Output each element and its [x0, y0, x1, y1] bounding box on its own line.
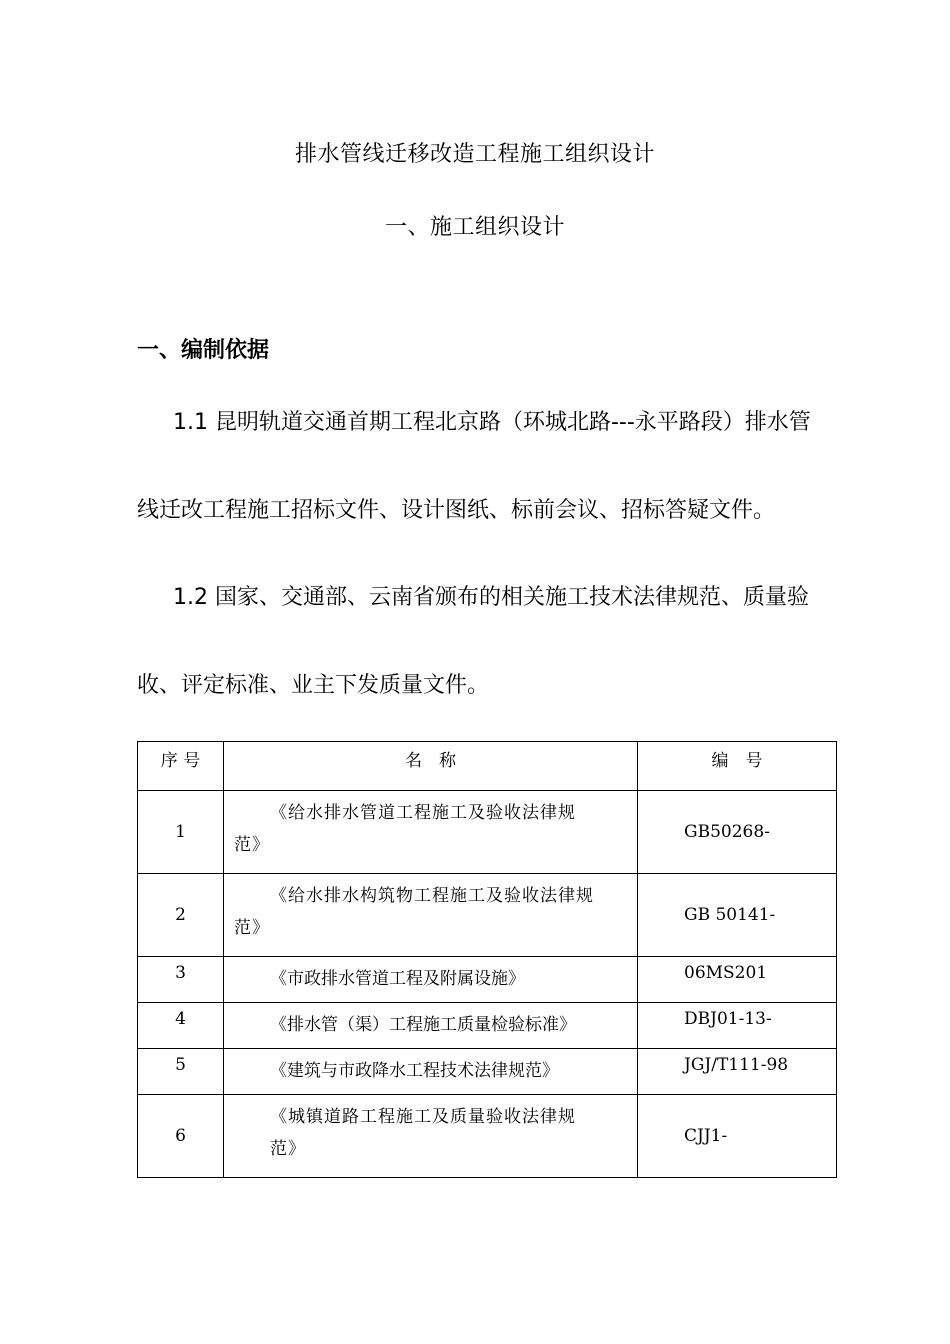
header-code: 编 号 — [638, 742, 837, 791]
row-name-line: 《市政排水管道工程及附属设施》 — [270, 969, 525, 989]
table-header-row — [138, 742, 837, 791]
standards-table — [137, 741, 837, 1178]
section-heading: 一、编制依据 — [137, 338, 270, 363]
row-name — [224, 874, 638, 957]
document-subtitle: 一、施工组织设计 — [384, 215, 565, 240]
paragraph-line: 1.1 昆明轨道交通首期工程北京路（环城北路---永平路段）排水管 — [173, 410, 811, 435]
paragraph-line: 收、评定标准、业主下发质量文件。 — [137, 673, 490, 698]
table-row — [138, 791, 837, 874]
row-code: GB50268- — [638, 791, 837, 874]
header-serial: 序 号 — [138, 742, 224, 791]
row-code: GB 50141- — [638, 874, 837, 957]
row-serial: 3 — [138, 957, 224, 1003]
row-name-line: 范》 — [234, 835, 270, 855]
row-name-line: 范》 — [234, 918, 270, 938]
row-serial: 2 — [138, 874, 224, 957]
row-serial: 5 — [138, 1049, 224, 1095]
row-serial: 4 — [138, 1003, 224, 1049]
row-name-line: 《排水管（渠）工程施工质量检验标准》 — [270, 1015, 576, 1035]
row-name-line: 《建筑与市政降水工程技术法律规范》 — [270, 1061, 559, 1081]
row-name-line: 范》 — [270, 1139, 306, 1159]
table-row — [138, 874, 837, 957]
row-code: JGJ/T111-98 — [638, 1049, 837, 1095]
row-name — [224, 1049, 638, 1095]
table-row — [138, 1095, 837, 1178]
row-name — [224, 957, 638, 1003]
table-row — [138, 1003, 837, 1049]
table-row — [138, 957, 837, 1003]
row-serial: 1 — [138, 791, 224, 874]
header-name: 名 称 — [224, 742, 638, 791]
row-name-line: 《给水排水管道工程施工及验收法律规 — [270, 803, 576, 823]
row-code: DBJ01-13- — [638, 1003, 837, 1049]
row-serial: 6 — [138, 1095, 224, 1178]
row-name — [224, 1003, 638, 1049]
row-code: CJJ1- — [638, 1095, 837, 1178]
row-name — [224, 1095, 638, 1178]
row-code: 06MS201 — [638, 957, 837, 1003]
row-name — [224, 791, 638, 874]
row-name-line: 《给水排水构筑物工程施工及验收法律规 — [270, 886, 594, 906]
document-title: 排水管线迁移改造工程施工组织设计 — [294, 142, 655, 167]
paragraph-line: 1.2 国家、交通部、云南省颁布的相关施工技术法律规范、质量验 — [173, 585, 809, 610]
row-name-line: 《城镇道路工程施工及质量验收法律规 — [270, 1107, 576, 1127]
table-row — [138, 1049, 837, 1095]
paragraph-line: 线迁改工程施工招标文件、设计图纸、标前会议、招标答疑文件。 — [137, 498, 776, 523]
